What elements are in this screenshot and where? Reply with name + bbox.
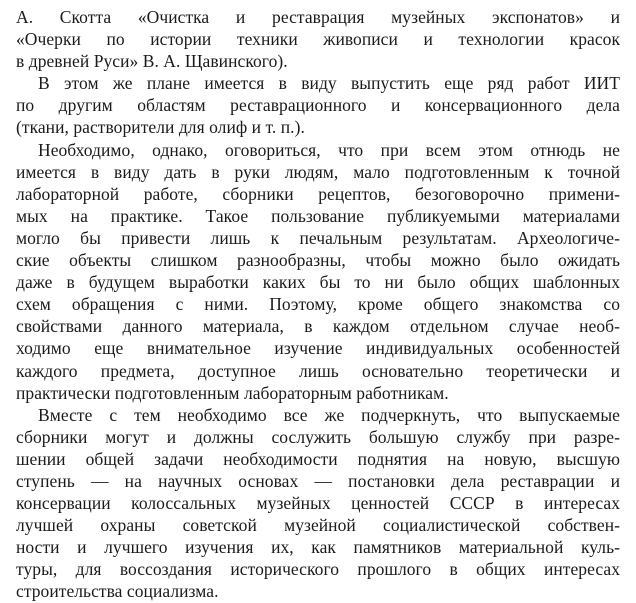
text-line: ности и лучшего изучения их, как памятников материальной куль- xyxy=(16,537,620,558)
text-line: сборники могут и должны сослужить большую службу при разре- xyxy=(16,426,620,447)
text-line: свойствами данного материала, в каждом отдельном случае необ- xyxy=(16,316,620,337)
text-line: ступень — на научных основах — постановки дела реставрации и xyxy=(16,470,620,491)
text-line: (ткани, растворители для олиф и т. п.). xyxy=(16,117,305,138)
paragraph-1 xyxy=(16,6,620,72)
text-line: строительства социализма. xyxy=(16,581,219,602)
text-line: в древней Руси» В. А. Щавинского). xyxy=(16,51,288,72)
text-line: Необходимо, однако, оговориться, что при всем этом отнюдь не xyxy=(38,139,620,160)
text-line: лучшей охраны советской музейной социалистической собствен- xyxy=(16,515,620,536)
text-line: по другим областям реставрационного и консервационного дела xyxy=(16,95,620,116)
text-line: «Очерки по истории техники живописи и технологии красок xyxy=(16,29,620,50)
paragraph-2 xyxy=(16,72,620,138)
paragraph-4 xyxy=(16,404,620,603)
text-line: туры, для воссоздания исторического прошлого в общих интересах xyxy=(16,559,620,580)
text-line: Вместе с тем необходимо все же подчеркнуть, что выпускаемые xyxy=(38,404,620,425)
text-line: лабораторной работе, сборники рецептов, безоговорочно примени- xyxy=(16,183,620,204)
document-page xyxy=(16,6,620,603)
text-line: ские объекты слишком разнообразны, чтобы можно было ожидать xyxy=(16,250,620,271)
text-line: консервации колоссальных музейных ценностей СССР в интересах xyxy=(16,493,620,514)
text-line: А. Скотта «Очистка и реставрация музейных экспонатов» и xyxy=(16,7,620,27)
text-line: схем обращения с ними. Поэтому, кроме общего знакомства со xyxy=(16,294,620,315)
text-line: могло бы привести лишь к печальным результатам. Археологиче- xyxy=(16,227,620,248)
text-line: каждого предмета, доступное лишь основательно теоретически и xyxy=(16,360,620,381)
text-line: имеется в виду дать в руки людям, мало подготовленным к точной xyxy=(16,161,620,182)
text-line: ходимо еще внимательное изучение индивидуальных особенностей xyxy=(16,338,620,359)
text-line: В этом же плане имеется в виду выпустить еще ряд работ ИИТ xyxy=(38,73,620,94)
text-line: практически подготовленным лабораторным работникам. xyxy=(16,382,449,403)
paragraph-3 xyxy=(16,139,620,404)
text-line: шении общей задачи необходимости поднятия на новую, высшую xyxy=(16,448,620,469)
text-line: даже в будущем выработки каких бы то ни было общих шаблонных xyxy=(16,272,620,293)
text-line: мых на практике. Такое пользование публикуемыми материалами xyxy=(16,205,620,226)
